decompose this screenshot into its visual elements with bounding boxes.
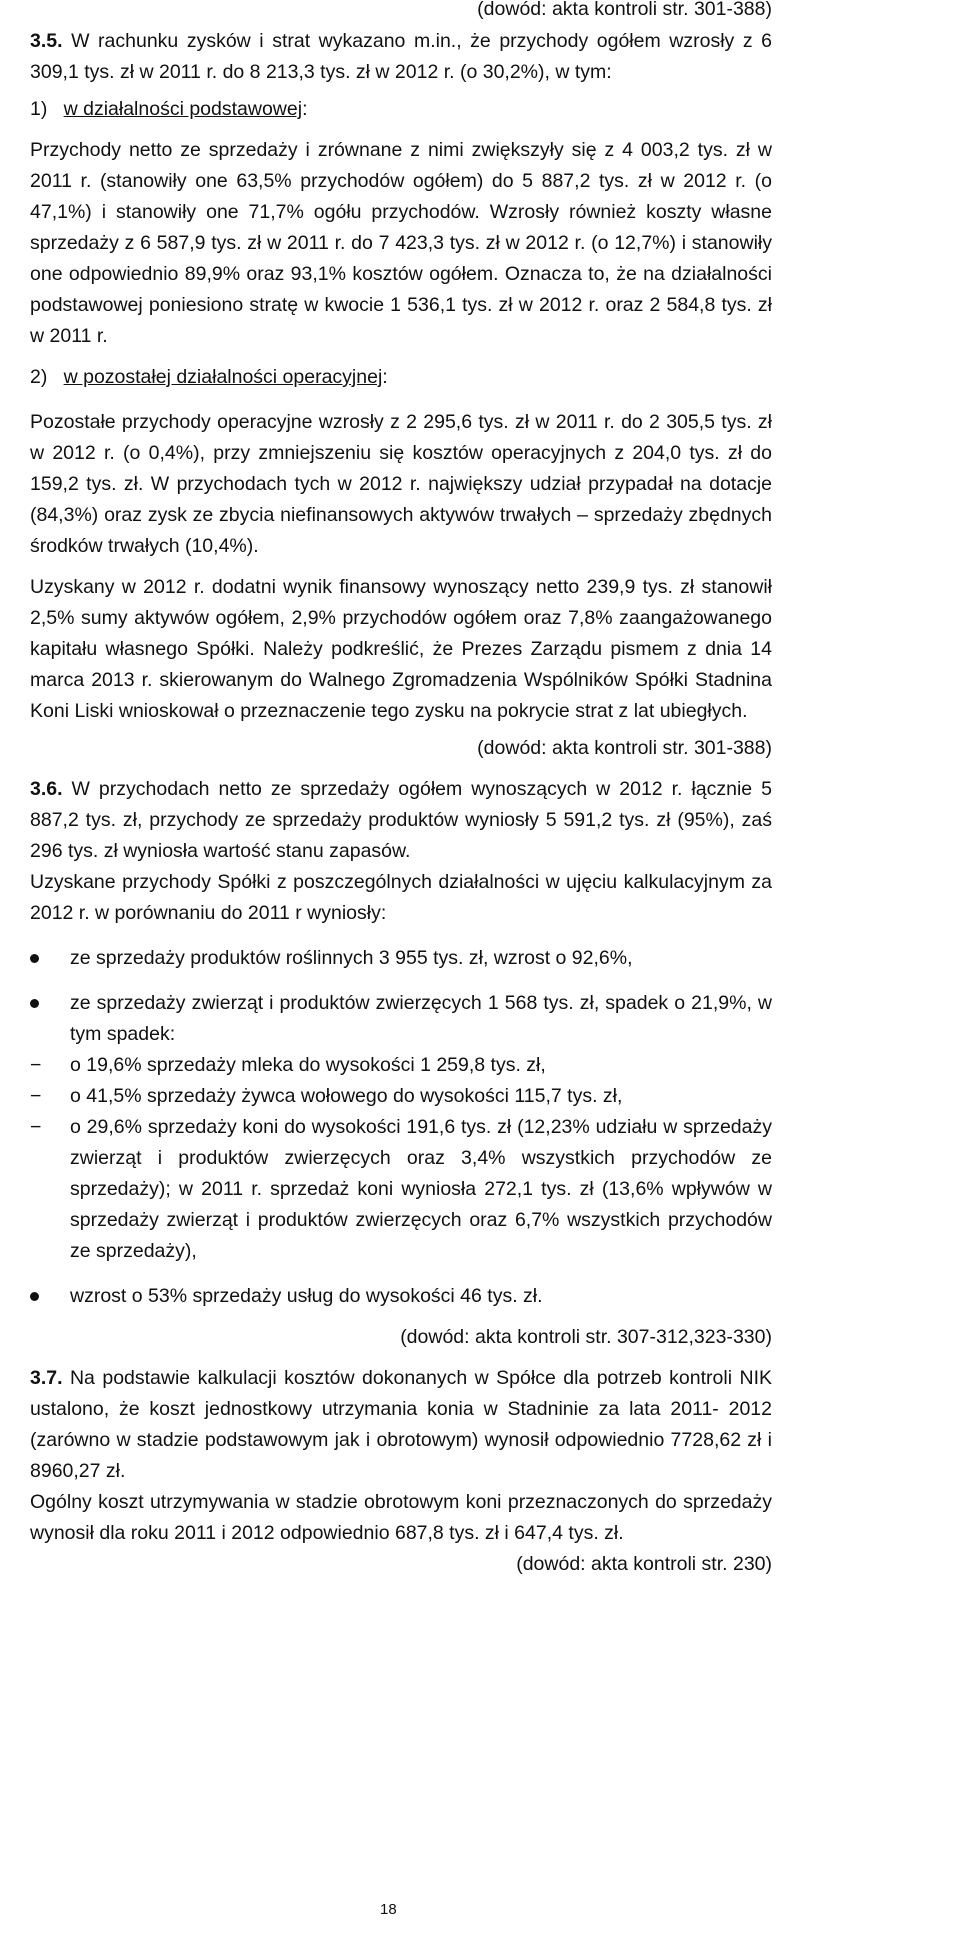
- section-number: 3.6.: [30, 778, 63, 800]
- subsection-title: w działalności podstawowej: [63, 98, 303, 120]
- colon: :: [382, 366, 388, 388]
- page-number: 18: [380, 1901, 397, 1918]
- section-text: W rachunku zysków i strat wykazano m.in., że przychody ogółem wzrosły z 6 309,1 tys. zł w 2011 r. do 8 213,3 tys. zł w 2012 r. (o 30,2%), w tym:: [30, 30, 772, 83]
- bullet-icon: [30, 999, 39, 1008]
- evidence-note: (dowód: akta kontroli str. 230): [516, 1553, 772, 1575]
- section-number: 3.5.: [30, 30, 63, 52]
- dash-item-text: o 41,5% sprzedaży żywca wołowego do wysokości 115,7 tys. zł,: [70, 1085, 623, 1107]
- list-item-text: ze sprzedaży produktów roślinnych 3 955 tys. zł, wzrost o 92,6%,: [70, 947, 633, 969]
- dash-marker: −: [30, 1054, 42, 1076]
- list-label: 2): [30, 366, 48, 388]
- colon: :: [302, 98, 308, 120]
- result-paragraph: Uzyskany w 2012 r. dodatni wynik finansowy wynoszący netto 239,9 tys. zł stanowił 2,5% sumy aktywów ogółem, 2,9% przychodów ogółem oraz 7,8% zaangażowanego kapitału własnego Spółki. Należy podkreślić, że Prezes Zarządu pismem z dnia 14 marca 2013 r. skierowanym do Walnego Zgromadzenia Wspólników Spółki Stadnina Koni Liski wnioskował o przeznaczenie tego zysku na pokrycie strat z lat ubiegłych.: [30, 576, 772, 722]
- bullet-icon: [30, 954, 39, 963]
- list-item-text: wzrost o 53% sprzedaży usług do wysokości 46 tys. zł.: [70, 1285, 543, 1307]
- dash-marker: −: [30, 1116, 42, 1138]
- dash-list: [30, 1050, 772, 1267]
- dash-item: [30, 1081, 772, 1112]
- list-label: 1): [30, 98, 48, 120]
- evidence-note: (dowód: akta kontroli str. 301-388): [477, 737, 772, 759]
- dash-item-text: o 19,6% sprzedaży mleka do wysokości 1 259,8 tys. zł,: [70, 1054, 546, 1076]
- subsection-heading-2: [30, 362, 772, 393]
- dash-marker: −: [30, 1085, 42, 1107]
- section-number: 3.7.: [30, 1367, 63, 1389]
- section-3-6-intro: [30, 774, 772, 867]
- list-item-text: ze sprzedaży zwierząt i produktów zwierzęcych 1 568 tys. zł, spadek o 21,9%, w tym spadek:: [70, 992, 772, 1045]
- dash-item: [30, 1050, 772, 1081]
- section-3-7-text: Ogólny koszt utrzymywania w stadzie obrotowym koni przeznaczonych do sprzedaży wynosił dla roku 2011 i 2012 odpowiednio 687,8 tys. zł i 647,4 tys. zł.: [30, 1491, 772, 1544]
- section-3-5-intro: [30, 26, 772, 88]
- dash-item-text: o 29,6% sprzedaży koni do wysokości 191,6 tys. zł (12,23% udziału w sprzedaży zwierząt i produktów zwierzęcych oraz 3,4% wszystkich przychodów ze sprzedaży); w 2011 r. sprzedaż koni wyniosła 272,1 tys. zł (13,6% wpływów w sprzedaży zwierząt i produktów zwierzęcych oraz 6,7% wszystkich przychodów ze sprzedaży),: [70, 1116, 772, 1262]
- section-3-7-intro: [30, 1363, 772, 1487]
- subsection-2-text: Pozostałe przychody operacyjne wzrosły z 2 295,6 tys. zł w 2011 r. do 2 305,5 tys. zł w 2012 r. (o 0,4%), przy zmniejszeniu się kosztów operacyjnych z 204,0 tys. zł do 159,2 tys. zł. W przychodach tych w 2012 r. największy udział przypadał na dotacje (84,3%) oraz zysk ze zbycia niefinansowych aktywów trwałych – sprzedaży zbędnych środków trwałych (10,4%).: [30, 411, 772, 557]
- bullet-list: [30, 943, 772, 1312]
- list-item: [30, 988, 772, 1267]
- subsection-heading-1: [30, 94, 772, 125]
- evidence-note: (dowód: akta kontroli str. 301-388): [477, 0, 772, 20]
- list-item: [30, 943, 772, 974]
- bullet-icon: [30, 1292, 39, 1301]
- section-text: W przychodach netto ze sprzedaży ogółem wynoszących w 2012 r. łącznie 5 887,2 tys. zł, przychody ze sprzedaży produktów wyniosły 5 591,2 tys. zł (95%), zaś 296 tys. zł wyniosła wartość stanu zapasów.: [30, 778, 772, 862]
- evidence-note: (dowód: akta kontroli str. 307-312,323-330): [400, 1326, 772, 1348]
- list-item: [30, 1281, 772, 1312]
- section-text: Na podstawie kalkulacji kosztów dokonanych w Spółce dla potrzeb kontroli NIK ustalono, że koszt jednostkowy utrzymania konia w Stadninie za lata 2011- 2012 (zarówno w stadzie podstawowym jak i obrotowym) wynosił odpowiednio 7728,62 zł i 8960,27 zł.: [30, 1367, 772, 1482]
- dash-item: [30, 1112, 772, 1267]
- subsection-title: w pozostałej działalności operacyjnej: [63, 366, 383, 388]
- section-3-6-text: Uzyskane przychody Spółki z poszczególnych działalności w ujęciu kalkulacyjnym za 2012 r. w porównaniu do 2011 r wyniosły:: [30, 871, 772, 924]
- subsection-1-text: Przychody netto ze sprzedaży i zrównane z nimi zwiększyły się z 4 003,2 tys. zł w 2011 r. (stanowiły one 63,5% przychodów ogółem) do 5 887,2 tys. zł w 2012 r. (o 47,1%) i stanowiły one 71,7% ogółu przychodów. Wzrosły również koszty własne sprzedaży z 6 587,9 tys. zł w 2011 r. do 7 423,3 tys. zł w 2012 r. (o 12,7%) i stanowiły one odpowiednio 89,9% oraz 93,1% kosztów ogółem. Oznacza to, że na działalności podstawowej poniesiono stratę w kwocie 1 536,1 tys. zł w 2012 r. oraz 2 584,8 tys. zł w 2011 r.: [30, 139, 772, 347]
- document-page: [30, 0, 772, 1580]
